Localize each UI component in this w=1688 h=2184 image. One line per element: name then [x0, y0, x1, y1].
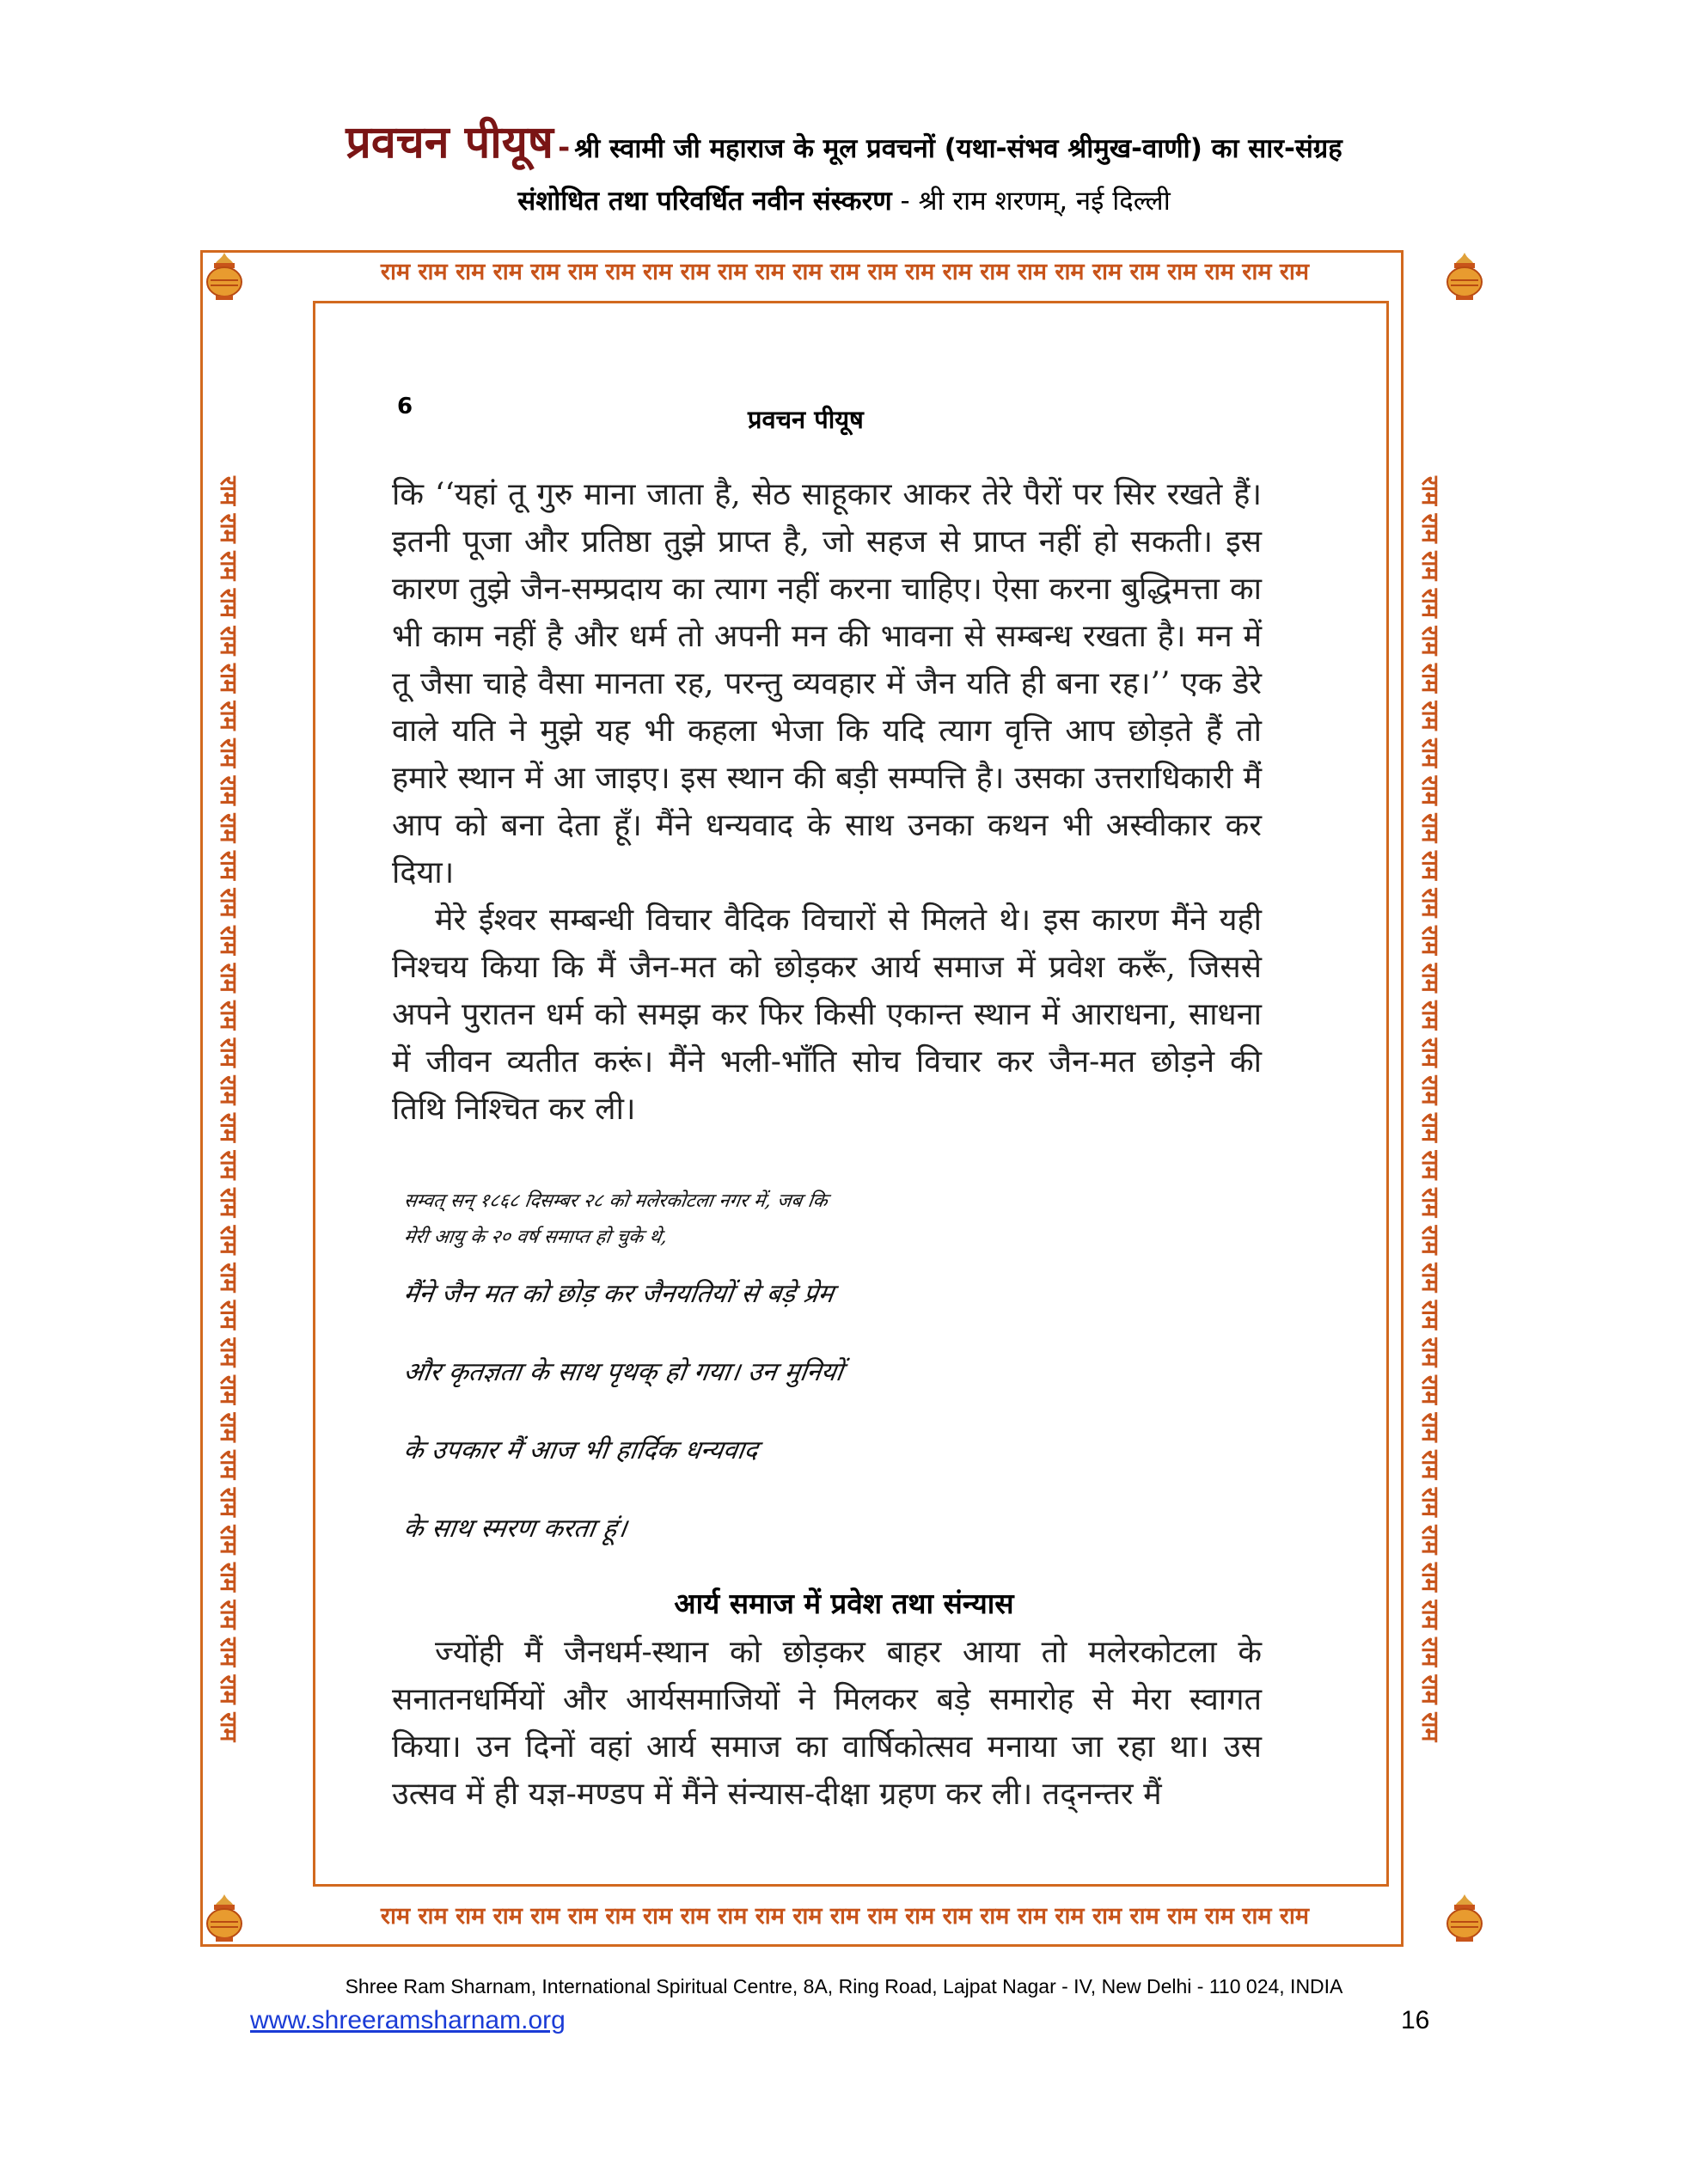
section-heading: आर्य समाज में प्रवेश तथा संन्यास [674, 1587, 1014, 1620]
paragraph: कि ‘‘यहां तू गुरु माना जाता है, सेठ साहूकार आकर तेरे पैरों पर सिर रखते हैं। इतनी पूजा और प्रतिष्ठा तुझे प्राप्त है, जो सहज से प्राप्त नहीं हो सकती। इस कारण तुझे जैन-सम्प्रदाय का त्याग नहीं करना चाहिए। ऐसा करना बुद्धिमत्ता का भी काम नहीं है और धर्म तो अपनी मन की भावना से सम्बन्ध रखता है। मन में तू जैसा चाहे वैसा मानता रह, परन्तु व्यवहार में जैन यति ही बना रह।’’ एक डेरे वाले यति ने मुझे यह भी कहला भेजा कि यदि त्याग वृत्ति आप छोड़ते हैं तो हमारे स्थान में आ जाइए। इस स्थान की बड़ी सम्पत्ति है। उसका उत्तराधिकारी मैं आप को बना देता हूँ। मैंने धन्यवाद के साथ उनका कथन भी अस्वीकार कर दिया। [392, 477, 1262, 890]
border-top-text: राम राम राम राम राम राम राम राम राम राम राम राम राम राम राम राम राम राम राम राम राम राम राम राम राम [380, 259, 1310, 285]
body-text [392, 1629, 1262, 1818]
handwritten-line: के साथ स्मरण करता हूं। [401, 1514, 629, 1544]
kalash-icon [1444, 1891, 1485, 1942]
handwritten-line: मेरी आयु के २० वर्ष समाप्त हो चुके थे, [402, 1227, 669, 1248]
header-subtitle: श्री स्वामी जी महाराज के मूल प्रवचनों (यथा-संभव श्रीमुख-वाणी) का सार-संग्रह [574, 133, 1342, 164]
document-header [0, 110, 1688, 171]
edition-line [0, 182, 1688, 218]
handwritten-line: मैंने जैन मत को छोड़ कर जैनयतियों से बड़े प्रेम [401, 1279, 836, 1309]
edition-label: संशोधित तथा परिवर्धित नवीन संस्करण [517, 186, 892, 217]
border-right-text: राम राम राम राम राम राम राम राम राम राम राम राम राम राम राम राम राम राम राम राम राम राम राम राम राम राम राम राम राम राम राम राम राम राम [1416, 475, 1443, 1742]
border-left-text: राम राम राम राम राम राम राम राम राम राम राम राम राम राम राम राम राम राम राम राम राम राम राम राम राम राम राम राम राम राम राम राम राम राम [215, 475, 242, 1742]
handwritten-note [401, 1190, 1263, 1567]
handwritten-line: और कृतज्ञता के साथ पृथक् हो गया। उन मुनियों [401, 1357, 845, 1387]
border-bottom-text: राम राम राम राम राम राम राम राम राम राम राम राम राम राम राम राम राम राम राम राम राम राम राम राम राम [380, 1903, 1310, 1930]
handwritten-line: के उपकार मैं आज भी हार्दिक धन्यवाद [401, 1435, 761, 1465]
website-link[interactable]: www.shreeramsharnam.org [250, 2006, 566, 2034]
kalash-icon [204, 1891, 245, 1942]
header-title: प्रवचन पीयूष [346, 117, 553, 168]
header-dash: - [558, 131, 571, 165]
handwritten-line: सम्वत् सन् १८६८ दिसम्बर २८ को मलेरकोटला नगर में, जब कि [402, 1190, 829, 1212]
kalash-icon [204, 249, 245, 301]
book-page-number: 6 [397, 394, 413, 419]
footer-address: Shree Ram Sharnam, International Spiritual Centre, 8A, Ring Road, Lajpat Nagar - IV, New Delhi - 110 024, INDIA [345, 1975, 1343, 1997]
body-text [392, 471, 1262, 1133]
publisher-label: - श्री राम शरणम्, नई दिल्ली [891, 186, 1171, 217]
paragraph: मेरे ईश्वर सम्बन्धी विचार वैदिक विचारों से मिलते थे। इस कारण मैंने यही निश्चय किया कि मैं जैन-मत को छोड़कर आर्य समाज में प्रवेश करूँ, जिससे अपने पुरातन धर्म को समझ कर फिर किसी एकान्त स्थान में आराधना, साधना में जीवन व्यतीत करूं। मैंने भली-भाँति सोच विचार कर जैन-मत छोड़ने की तिथि निश्चित कर ली। [392, 902, 1262, 1127]
paragraph: ज्योंही मैं जैनधर्म-स्थान को छोड़कर बाहर आया तो मलेरकोटला के सनातनधर्मियों और आर्यसमाजियों ने मिलकर बड़े समारोह से मेरा स्वागत किया। उन दिनों वहां आर्य समाज का वार्षिकोत्सव मनाया जा रहा था। उस उत्सव में ही यज्ञ-मण्डप में मैंने संन्यास-दीक्षा ग्रहण कर ली। तद्नन्तर मैं [392, 1635, 1262, 1812]
running-title: प्रवचन पीयूष [748, 405, 864, 434]
kalash-icon [1444, 249, 1485, 301]
pdf-page-number: 16 [1401, 2006, 1430, 2034]
